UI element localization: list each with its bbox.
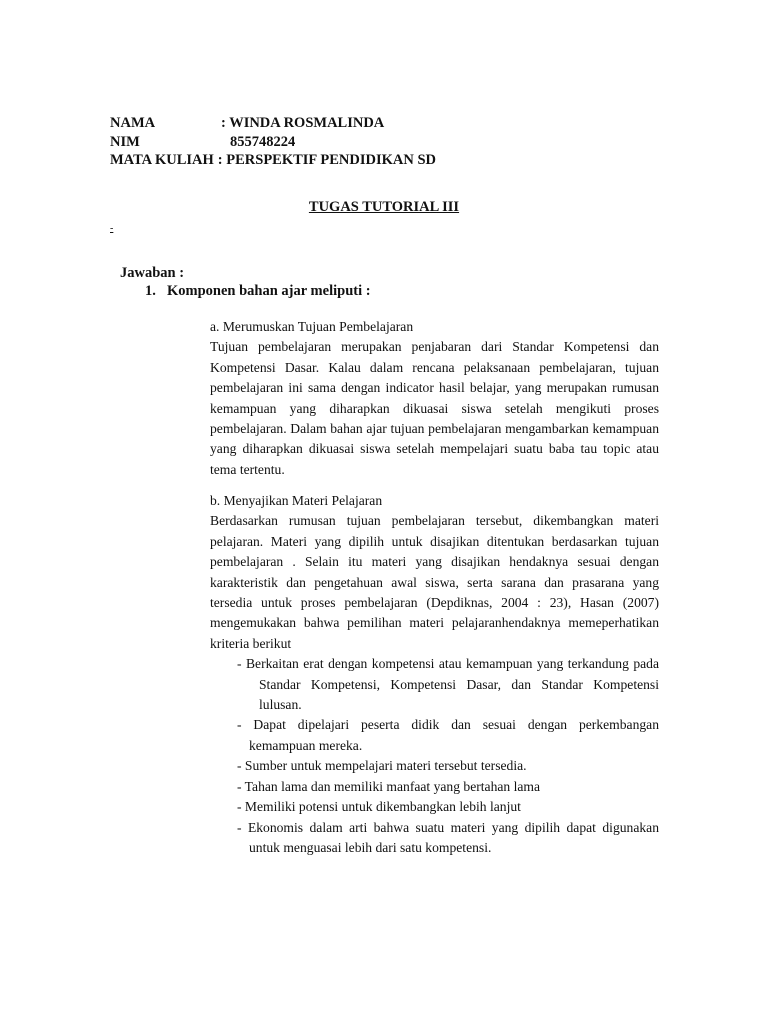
section-b-body: Berdasarkan rumusan tujuan pembelajaran tersebut, dikembangkan materi pelajaran. Materi yang dipilih untuk disajikan ditentukan berdasarkan tujuan pembelajaran . Selain itu materi yang disajikan hendaknya sesuai dengan karakteristik dan pengetahuan awal siswa, serta sarana dan prasarana yang tersedia untuk proses pembelajaran (Depdiknas, 2004 : 23), Hasan (2007) mengemukakan bahwa pemilihan materi pelajaranhendaknya memeperhatikan kriteria berikut xyxy=(210,513,659,651)
list-item: - Ekonomis dalam arti bahwa suatu materi yang dipilih dapat digunakan untuk menguasai lebih dari satu kompetensi. xyxy=(237,819,659,855)
name-label: NAMA xyxy=(110,115,156,131)
section-a xyxy=(210,317,659,480)
course-value: : PERSPEKTIF PENDIDIKAN SD xyxy=(217,152,436,168)
course-row xyxy=(110,151,436,170)
section-b xyxy=(210,491,659,858)
list-item: - Berkaitan erat dengan kompetensi atau kemampuan yang terkandung pada Standar Kompetensi, Kompetensi Dasar, dan Standar Kompetensi lulusan. xyxy=(237,656,659,713)
section-a-title: a. Merumuskan Tujuan Pembelajaran xyxy=(210,319,414,334)
question-number: 1. xyxy=(145,283,156,299)
criteria-list xyxy=(210,654,659,858)
course-label: MATA KULIAH xyxy=(110,152,214,168)
list-item: - Memiliki potensi untuk dikembangkan lebih lanjut xyxy=(237,799,521,815)
name-value: : WINDA ROSMALINDA xyxy=(221,115,385,131)
document-title: TUGAS TUTORIAL III xyxy=(308,199,460,215)
section-a-body: Tujuan pembelajaran merupakan penjabaran dari Standar Kompetensi dan Kompetensi Dasar. Kalau dalam rencana pelaksanaan pembelajaran, tujuan pembelajaran ini sama dengan indicator hasil belajar, yang merupakan rumusan kemampuan yang diharapkan dikuasai siswa setelah mengikuti proses pembelajaran. Dalam bahan ajar tujuan pembelajaran mengambarkan kemampuan yang diharapkan dikuasai siswa setelah mempelajari suatu baba tau topic atau tema tertentu. xyxy=(210,339,659,477)
list-item: - Sumber untuk mempelajari materi tersebut tersedia. xyxy=(237,758,527,774)
answer-heading: Jawaban : xyxy=(120,265,185,281)
stray-mark: - xyxy=(110,223,114,234)
list-item: - Dapat dipelajari peserta didik dan sesuai dengan perkembangan kemampuan mereka. xyxy=(237,717,659,753)
section-b-title: b. Menyajikan Materi Pelajaran xyxy=(210,493,383,508)
question-text: Komponen bahan ajar meliputi : xyxy=(167,283,371,299)
student-info-block xyxy=(110,114,436,170)
nim-value: 855748224 xyxy=(230,133,296,150)
list-item: - Tahan lama dan memiliki manfaat yang bertahan lama xyxy=(237,778,541,794)
question-1 xyxy=(145,282,371,300)
name-row xyxy=(110,114,436,133)
nim-row xyxy=(110,133,436,152)
nim-label: NIM xyxy=(110,133,140,150)
